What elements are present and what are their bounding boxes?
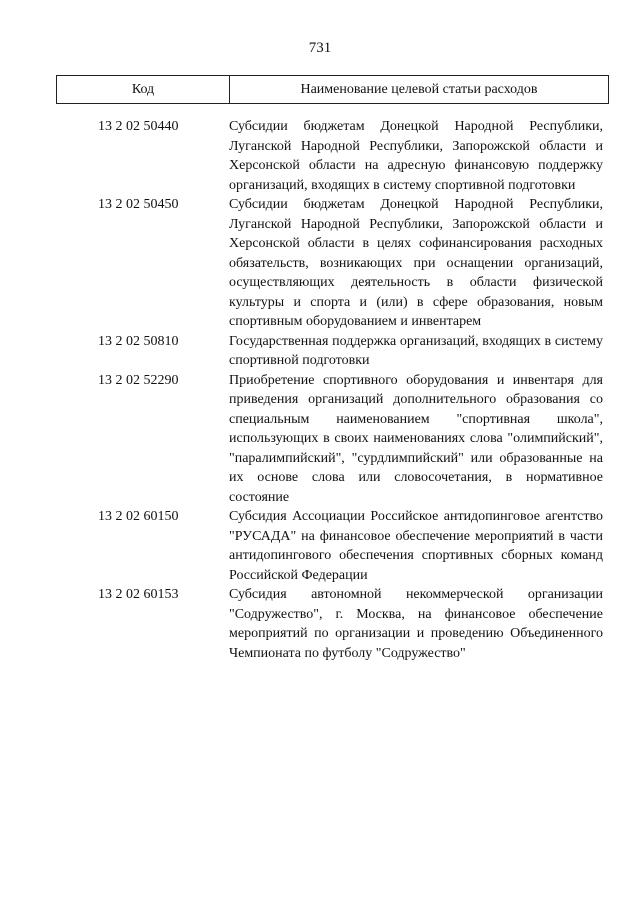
row-code: 13 2 02 52290 <box>98 372 179 388</box>
column-header-code: Код <box>57 76 230 103</box>
table-row <box>0 507 640 585</box>
table-row <box>0 371 640 508</box>
table-row <box>0 195 640 332</box>
row-name: Государственная поддержка организаций, входящих в систему спортивной подготовки <box>229 333 603 368</box>
table-row <box>0 117 640 195</box>
page-number: 731 <box>308 40 332 56</box>
row-name: Субсидии бюджетам Донецкой Народной Республики, Луганской Народной Республики, Запорожской области и Херсонской области в целях софинансирования расходных обязательств, возникающих при оснащении организаций, осуществляющих деятельность в области физической культуры и спорта и (или) в сфере образования, новым спортивным оборудованием и инвентарем <box>229 197 603 329</box>
row-code: 13 2 02 60150 <box>98 509 179 524</box>
table-row <box>0 585 640 663</box>
table-row <box>0 332 640 371</box>
row-name: Субсидия автономной некоммерческой организации "Содружество", г. Москва, на финансовое обеспечение мероприятий по организации и проведению Объединенного Чемпионата по футболу "Содружество" <box>229 587 603 661</box>
column-header-name: Наименование целевой статьи расходов <box>300 81 538 97</box>
row-code: 13 2 02 60153 <box>98 587 179 602</box>
row-name: Субсидии бюджетам Донецкой Народной Республики, Луганской Народной Республики, Запорожской области и Херсонской области на адресную финансовую поддержку организаций, входящих в систему спортивной подготовки <box>229 119 603 193</box>
row-name: Субсидия Ассоциации Российское антидопинговое агентство "РУСАДА" на финансовое обеспечение мероприятий в части антидопингового обеспечения спортивных сборных команд Российской Федерации <box>229 509 603 583</box>
row-name: Приобретение спортивного оборудования и инвентаря для приведения организаций дополнительного образования со специальным наименованием "спортивная школа", использующих в своих наименованиях слова "олимпийский", "паралимпийский", "сурдлимпийский" или образованные на их основе слова или словосочетания, в нормативное состояние <box>229 372 603 505</box>
row-code: 13 2 02 50440 <box>98 119 179 134</box>
table-body <box>0 117 640 663</box>
row-code: 13 2 02 50810 <box>98 333 179 349</box>
row-code: 13 2 02 50450 <box>98 197 179 212</box>
table-header <box>56 75 609 104</box>
